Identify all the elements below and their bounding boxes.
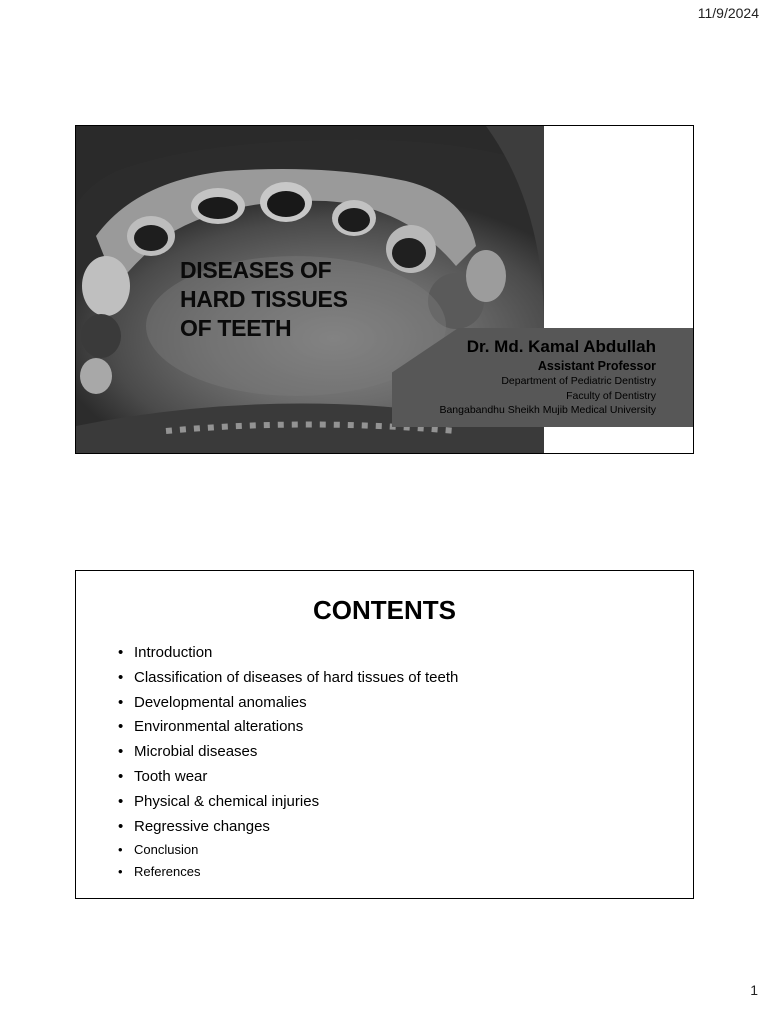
author-faculty: Faculty of Dentistry bbox=[566, 389, 656, 402]
title-slide bbox=[75, 125, 694, 454]
list-item: • Developmental anomalies bbox=[118, 691, 458, 716]
author-role: Assistant Professor bbox=[537, 359, 656, 373]
list-item: • Tooth wear bbox=[118, 765, 458, 790]
list-item: • Regressive changes bbox=[118, 815, 458, 840]
contents-slide bbox=[75, 570, 694, 899]
title-line: OF TEETH bbox=[180, 315, 292, 341]
page-number: 1 bbox=[750, 982, 758, 998]
title-line: DISEASES OF bbox=[180, 257, 332, 283]
list-item: • References bbox=[118, 861, 458, 883]
author-info bbox=[439, 336, 656, 418]
list-item: • Physical & chemical injuries bbox=[118, 790, 458, 815]
list-item: • Conclusion bbox=[118, 839, 458, 861]
contents-title: CONTENTS bbox=[313, 595, 456, 625]
print-date: 11/9/2024 bbox=[697, 5, 759, 21]
presentation-title bbox=[180, 256, 348, 343]
list-item: • Introduction bbox=[118, 641, 458, 666]
contents-list bbox=[118, 641, 458, 883]
author-name: Dr. Md. Kamal Abdullah bbox=[466, 337, 656, 356]
list-item: • Classification of diseases of hard tissues of teeth bbox=[118, 666, 458, 691]
list-item: • Microbial diseases bbox=[118, 740, 458, 765]
author-university: Bangabandhu Sheikh Mujib Medical University bbox=[439, 404, 656, 416]
title-line: HARD TISSUES bbox=[180, 286, 348, 312]
author-department: Department of Pediatric Dentistry bbox=[501, 375, 656, 387]
list-item: • Environmental alterations bbox=[118, 715, 458, 740]
